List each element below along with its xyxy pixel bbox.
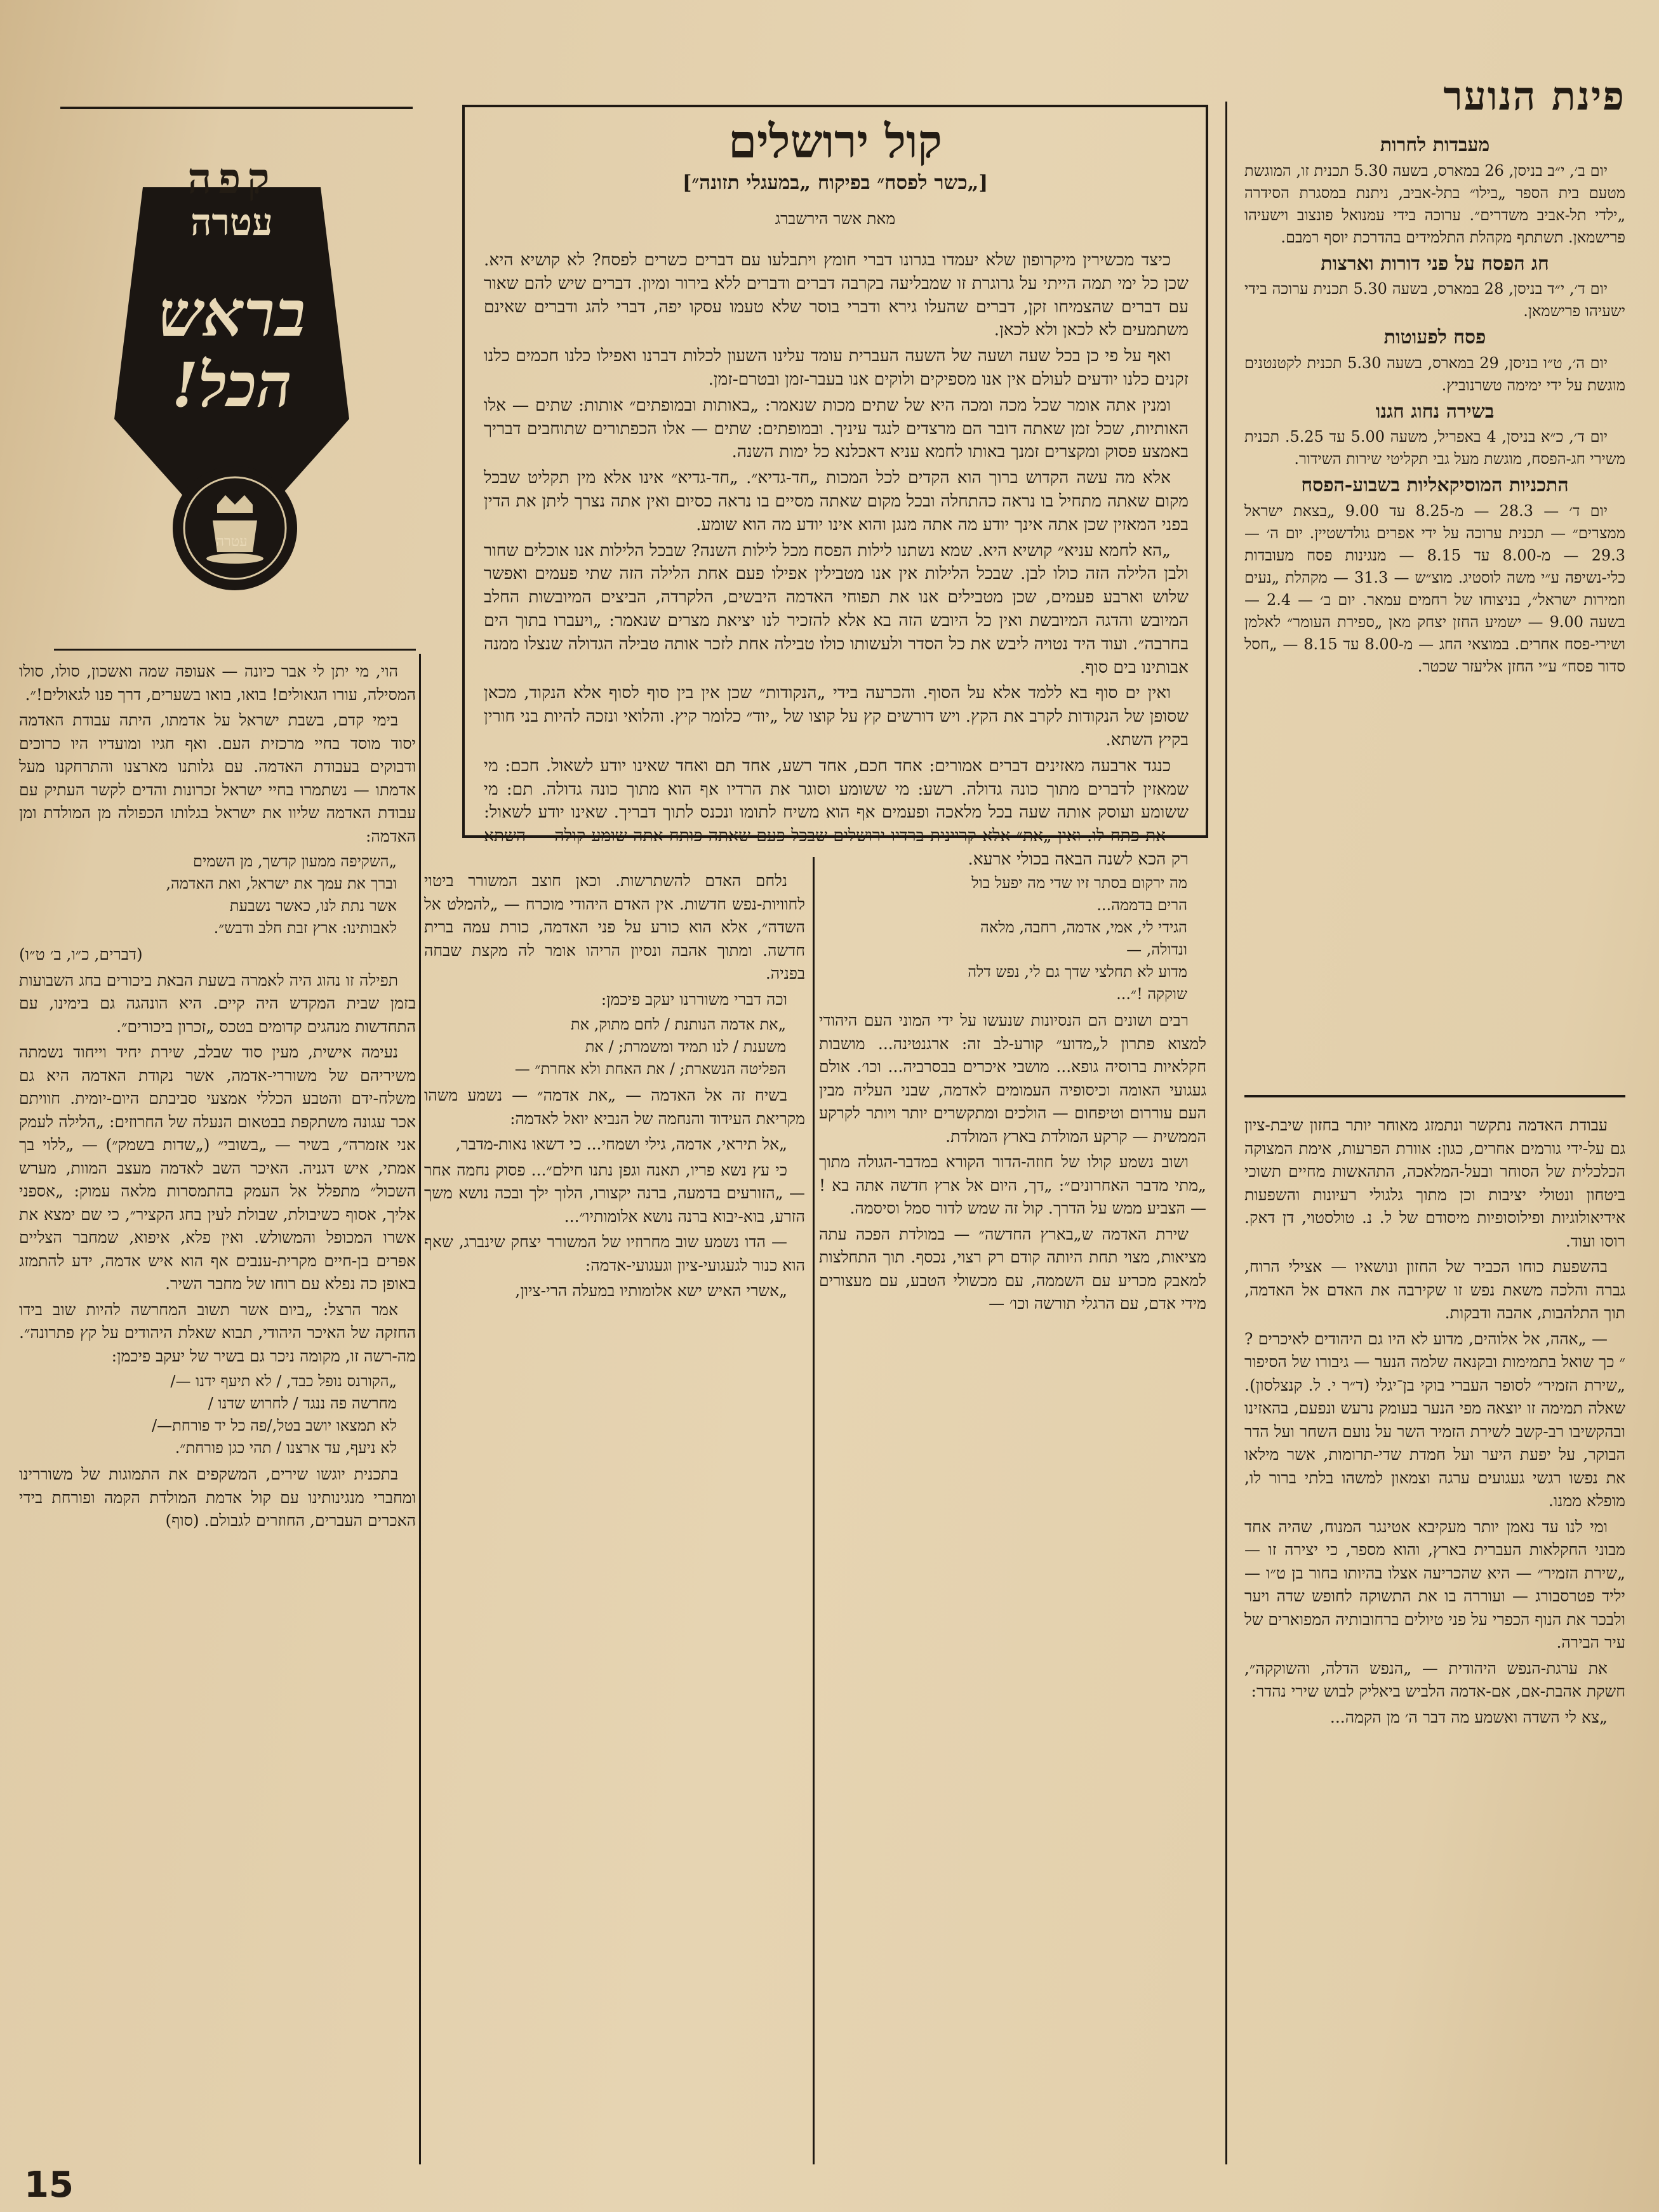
bottom-middle-left-column: [424, 870, 805, 1306]
box-paragraph: אלא מה עשה הקדוש ברוך הוא הקדים לכל המכות „חד-גדיא״. „חד-גדיא״ אינו אלא מין תקליט שבכל מקום שאתה מתחיל בו נראה כהתחלה ובכל מקום שאתה מסיים בו נראה כסיום ואין אתה נצרך ליתן את הדין בפני המאזין שכן אתה אינך יודע מה אתה מנגן והוא אינו יודע מה הוא שומע.: [484, 468, 1189, 534]
quoted-verse: [19, 851, 416, 939]
article-paragraph: וכה דברי משוררנו יעקב פיכמן:: [601, 990, 787, 1009]
verse-line: לא ניעף, עד ארצנו / תהי כגן פורחת״.: [175, 1439, 397, 1457]
verse-line: ונדולה, —: [1126, 941, 1187, 958]
article-paragraph: — „אהה, אל אלוהים, מדוע לא היו גם היהודים לאיכרים ?״ כך שואל בתמימות ובקנאה שלמה הנער — גיבורו של הסיפור „שירת הזמיר״ לסופר העברי בוקי בן־יגלי (ד״ר י. ל. קנצלסון). שאלה תמימה זו יוצאה מפי הנער בעומק נרעש ונפעם, בהאזינו ובהקשיבו רב-קשב לשירת הזמיר השר על נועם השחר ועל הדר הבוקר, על יפעת היער ועל חמדת שדי-תרומות, אשר מילאו את נפשו רגשי געגועים ערגה וצמאון למשהו בלתי ברור לו, מופלא ממנו.: [1244, 1329, 1625, 1510]
box-paragraph: ואף על פי כן בכל שעה ושעה של השעה העברית עומד עלינו השעון לכלות דברנו ואפילו כלנו חכמים כלנו זקנים כלנו יודעים לעולם אין אנו מספיקים ולוקים אנו בעבר-זמן ובטרם-זמן.: [484, 346, 1189, 389]
column-divider: [813, 857, 815, 2164]
verse-line: „את אדמה הנותנת / לחם מתוק, את: [570, 1016, 786, 1033]
article-paragraph: ומי לנו עד נאמן יותר מעקיבא אטינגר המנוח, שהיה אחד מבוני החקלאות העברית בארץ, והוא מספר, כי יצירה זו — „שירת הזמיר״ — היא שהכריעה אצלו בהיותו בחור בן ט״ו — יליד פטרסבורג — ועוררה בו את התשוקה לחופש שדה ויער ולבכר את הנוף הכפרי על פני טיולים ברחובותיה המפוארים של עיר הבירה.: [1244, 1517, 1625, 1652]
event-text: יום ה׳, ט״ו בניסן, 29 במארס, בשעה 5.30 תכנית לקטנטנים מוגשת על ידי ימימה טשרנוביץ.: [1244, 354, 1625, 394]
bottom-middle-column: [819, 870, 1206, 1318]
verse-line: הפליטה הנשארת; / את האחת ולא אחרת״ —: [514, 1060, 786, 1078]
ad-slogan-line2: הכל!: [171, 349, 292, 421]
article-paragraph: ושוב נשמע קולו של חוזה-הדור הקורא במדבר-הגולה מתוך „מתי מדבר האחרונים״: „דך, היום אל ארץ חדשה אתה בא ! — הצביע ממש על הדרך. קול זה שמש לדור סמל וסיסמה.: [819, 1153, 1206, 1217]
verse-line: „השקיפה ממעון קדשך, מן השמים: [193, 852, 397, 870]
verse-line: מדוע לא תחלצי שדך גם לי, נפש דלה: [968, 963, 1187, 981]
event-text: יום ד׳, י״ד בניסן, 28 במארס, בשעה 5.30 תכנית ערוכה בידי ישעיהו פרישמאן.: [1244, 280, 1625, 320]
box-paragraph: כיצד מכשירין מיקרופון שלא יעמדו בגרונו דברי חומץ ויתבלעו עם דברים כשרים לפסח? לא קושיא היא. שכן כל ימי תמה הייתי על גרוגרת זו שמבליעה בקרבה דברים ודברים ללא בירור ומיון. דברים שיש להם שאור עם דברים שהצמיחו זקן, דברים שהעלו גירא ודברי בוסר שלא טעמו עסקו יפה, דברי להג ודברים שאינם משתמעים לא לכאן ולא לכאן.: [484, 250, 1189, 340]
article-paragraph: אמר הרצל: „ביום אשר תשוב המחרשה להיות שוב בידו החזקה של האיכר היהודי, תבוא שאלת היהודים על קץ פתרונה״. מה-רשה זו, מקומה ניכר גם בשיר של יעקב פיכמן:: [19, 1300, 416, 1365]
event-title: בשירה נחוג חגנו: [1375, 400, 1495, 423]
verse-line: וברך את עמך את ישראל, ואת האדמה,: [166, 875, 397, 892]
verse-line: הרים בדממה...: [1096, 896, 1187, 914]
article-paragraph: „צא לי השדה ואשמע מה דבר ה׳ מן הקמה...: [1329, 1707, 1608, 1726]
article-paragraph: בשיח זה אל האדמה — „את אדמה״ — נשמע משהו מקריאת העידוד והנחמה של הנביא יואל לאדמה:: [424, 1086, 805, 1128]
box-paragraph: כנגד ארבעה מאזינים דברים אמורים: אחד חכם, אחד רשע, אחד תם ואחד שאינו יודע לשאול. חכם: מי שמאזין לדברים מתוך כונה גדולה. רשע: מי ששומע וסוגר את הרדיו אף הוא מתוך כונה גדולה. תם: מי ששומע ועוסק אותה שעה בכל מלאכה ופעמים אף הוא משיח לתומו ונכנס לתוך דבריך. שאינו יודע לשאול: — את פתח לו. ואין „את״ אלא קריינית ברדיו ירושלים שבכל פעם שאתה פותח אתה שומע קולה — השתא רק הכא לשנה הבאה בכולי ארעא.: [484, 755, 1189, 869]
ad-bottom-rule: [54, 649, 416, 651]
youth-corner-column: [1244, 130, 1625, 680]
verse-line: שוקקה !״...: [1116, 985, 1187, 1003]
top-left-rule: [60, 107, 413, 109]
article-paragraph: רבים ושונים הם הנסיונות שנעשו על ידי המוני העם היהודי למצוא פתרון ל„מדוע״ קורע-לב זה: ארגנטינה... מושבות חקלאיות ברוסיה גופא... מושבי איכרים בבסרביה... וכו׳. אולם געגועי האומה וכיסופיה העמומים לאדמה, שבני העליה מבין העם עוררום וטיפחום — הולכים ומתקשרים יותר ויותר לקרקע הממשית — קרקע המולדת בארץ המולדת.: [819, 1011, 1206, 1146]
article-paragraph: תפילה זו נהוג היה לאמרה בשעת הבאת ביכורים בחג השבועות בזמן שבית המקדש היה קיים. היא הונהגה גם בימינו, עם התחדשות מנהגים קדומים בטכס „זכרון ביכורים״.: [19, 970, 416, 1036]
article-paragraph: כי עץ נשא פריו, תאנה וגפן נתנו חילם״... פסוק נחמה אחר — „הזורעים בדמעה, ברנה יקצורו, הלוך ילך ובכה נושא משך הזרע, בוא-יבוא ברנה נושא אלומותיו״...: [424, 1160, 805, 1226]
article-paragraph: בימי קדם, בשבת ישראל על אדמתו, היתה עבודת האדמה יסוד מוסד בחיי מרכזית העם. ואף חגיו ומועדיו היו כרוכים ודבוקים בעבודת האדמה. עם גלותנו מארצנו והתרחקנו מעל אדמתו — נשתמרו בחיי ישראל זכרונות והדים לקשר העתיק עם עבודת האדמה שליוו את ישראל בגלותו הכפולה מן המולדת ומן האדמה:: [19, 711, 416, 845]
article-paragraph: עבודת האדמה נתקשר ונתמזג מאוחר יותר בחזון שיבת-ציון גם על-ידי גורמים אחרים, כגון: אוורת הפרעות, אימת המצוקה הכלכלית של הסוחר ובעל-המלאכה, התהאשות מחיים תשוכי ביטחון ונטולי יציבות וכן מתוך גלגולי רעיונות והשפעות אידיאולוגיות ופילוסופיות מיסודם של ל. נ. טולסטוי, דן דאק. רוסו ועוד.: [1244, 1116, 1625, 1250]
right-column-divider: [1244, 1095, 1625, 1097]
ad-brand-line1: קפה: [187, 154, 276, 203]
box-subtitle: [„כשר לפסח״ בפיקוח „במעגלי תזונה״]: [682, 171, 989, 194]
article-paragraph: נלחם האדם להשתרשות. וכאן חוצב המשורר ביטוי לחוויות-נפש חדשות. אין האדם היהודי מוכרח — „להמלט אל השדה״, אלא הוא כורע על פני האדמה, כורת עמה ברית חדשה. ומתוך אהבה ונסיון הריהו אומר לה מקצת שבחה בפניה.: [424, 871, 805, 983]
article-paragraph: „אשרי האיש ישא אלומותיו במעלה הרי-ציון,: [515, 1282, 787, 1300]
article-paragraph: „אל תיראי, אדמה, גילי ושמחי... כי דשאו נאות-מדבר,: [455, 1135, 787, 1153]
article-paragraph: את ערגת-הנפש היהודית — „הנפש הדלה, והשוקקה״, חשקת אהבת-אם, אם-אדמה הלביש ביאליק לבוש שירי נהדר:: [1244, 1659, 1625, 1700]
verse-line: לא תמצאו יושב בטל,/פה כל יד פורחת—/: [152, 1417, 397, 1434]
left-article-column: [19, 660, 416, 1535]
ad-logo-label: עטרה: [216, 534, 248, 550]
article-paragraph: שירת האדמה ש„בארץ החדשה״ — במולדת הפכה עתה מציאות, מצוי תחת היותה קודם רק רצוי, נכסף. תוך התחלצות למאבק מכריע עם השממה, עם מכשולי הטבע, עם מעצורים מידי אדם, עם הרגלי תורשה וכו׳ —: [819, 1224, 1206, 1313]
box-paragraph: „הא לחמא עניא״ קושיא היא. שמא נשתנו לילות הפסח מכל לילות השנה? שבכל הלילות אנו אוכלים שחור ולבן הלילה הזה כולו לבן. שבכל הלילות אין אנו מטבילין אפילו פעם אחת הלילה הזה שתי פעמים ואפשר שלוש וארבע פעמים, שכן מטבילים אנו את תפוחי האדמה היבשים, הלקרדה, הביצים המיובשות החלב המיובש והדגה המיובשת ואין כל היובש הזה בא אלא להזכיר לנו יציאת מצרים שנאמר: „ויעברו בתוך הים בחרבה״. ועוד היד נטויה ליבש את כל הסדר ולעשותו כולו טבילה אחת לזכר אותה טבילה הגדולה שנצלו ממנה אבותינו בים סוף.: [484, 540, 1189, 677]
event-text: יום ד׳ — 28.3 — מ-8.25 עד 9.00 „בצאת ישראל ממצרים״ — תכנית ערוכה על ידי אפרים גולדשטיין. יום ה׳ — 29.3 — מ-8.00 עד 8.15 — מנגינות פסח מעובדות כלי-נשיפה ע״י משה לוסטיג. מוצ״ש — 31.3 — מקהלת „נעים וזמירות ישראל״, בניצוחו של רחמים עמאר. יום ב׳ — 2.4 — בשעה 9.00 — ישמיע החזן יצחק מאן „ספירת העומר״ לאלמן ושירי-פסח אחרים. במוצאי החג — מ-8.00 עד 8.15 — „חסל סדור פסח״ ע״י החזן אליעזר שכטר.: [1244, 501, 1626, 675]
ad-brand-line2: עטרה: [190, 201, 273, 244]
article-paragraph: — הדו נשמע שוב מחרוזיו של המשורר יצחק שינברג, שאף הוא כנור לגעגועי-ציון וגעגועי-אדמה:: [424, 1233, 805, 1275]
quoted-verse: [19, 1370, 416, 1459]
box-paragraph: ומנין אתה אומר שכל מכה ומכה היא של שתים מכות שנאמר: „באותות ובמופתים״ אותות: שתים — אלו האותיות, שכל זמן שאתה דובר הם מרצדים לנגד עיניך. ובמופתים: שתים — אלו הכפתורים שתוחבים דבריך באמצע פסוק ומקצרים זמנך באותו לחמא עניא דאכלנא כל ימות השנה.: [484, 395, 1189, 462]
ad-slogan-line1: בראש: [157, 276, 306, 351]
verse-line: מחרשה פה ננגד / לחרוש שדנו /: [208, 1394, 397, 1412]
article-paragraph: הוי, מי יתן לי אבר כיונה — אעופה שמה ואשכון, סולו, סולו המסילה, עורו הגאולים! בואו, בואו בשערים, דרך פנו לגאולים!״.: [19, 662, 416, 704]
verse-line: אשר נתת לנו, כאשר נשבעת: [229, 897, 397, 915]
verse-line: הגידי לי, אמי, אדמה, רחבה, מלאה: [980, 918, 1187, 936]
article-paragraph: נעימה אישית, מעין סוד שבלב, שירת יחיד וייחוד נשמתה משיריהם של משוררי-אדמה, אשר נקודת האדמה היא גם משלח-ידם והטבע הכללי אמצעי סביבתם היום-יומית. חוויתם אכר עגונה משתקפת בבטאום הנעלה של החרוזים: „הלילה לעמק אני אזמרה״, בשיר — „בשובי״ („שדות בשמק״) — „ללוי בך אמתי, איש דגניה. האיכר השב לאדמה מעצב המוות, מערש השכול״ מתפלל אל העמק בהתמסרות מלאה עמוק: „אספני אליך, אסוף כשיבולת, שבולת לעין בחג הקציר״, כי שם ימצא את אשרו המכופל והמשולש. ואין פלא, איפוא, שמחבר הצליים אפרים בן-חיים מקרית-ענבים אף הוא איש אדמה, ידע להתמזג באופן כה נפלא עם רוחו של מחבר השיר.: [19, 1043, 416, 1293]
verse-line: לאבותינו: ארץ זבת חלב ודבש״.: [213, 919, 397, 937]
event-text: יום ד׳, כ״א בניסן, 4 באפריל, משעה 5.00 עד 5.25. תכנית משירי חג-הפסח, מוגשת מעל גבי תקליטי שירות השידור.: [1244, 428, 1625, 468]
event-title: מעבדות לחרות: [1380, 134, 1490, 156]
column-divider: [1225, 102, 1227, 2164]
article-paragraph: בתכנית יוגשו שירים, המשקפים את התמוגות של משוררינו ומחברי מנגינותינו עם קול אדמת המולדת הקמה ופורחת בידי האכרים העברים, החוזרים לגבולם. (סוף): [19, 1465, 416, 1530]
box-paragraph: ואין ים סוף בא ללמד אלא על הסוף. והכרעה בידי „הנקודות״ שכן אין בין סוף לסוף אלא הנקוד, מכאן שסופן של הנקודות לקרב את הקץ. ויש דורשים קץ על קוצו של „יוד״ כלומר קיץ. והלואי ונזכה להיות בני חורין בקיץ השתא.: [484, 683, 1189, 750]
coffee-advertisement: [83, 114, 381, 597]
verse-line: מה ירקום בסתר זיו שדי מה יפעל בול: [971, 874, 1187, 892]
bottom-right-column: [1244, 1114, 1625, 1732]
verse-source: (דברים, כ״ו, ב׳ ט״ו): [19, 945, 143, 964]
event-text: יום ב׳, י״ב בניסן, 26 במארס, בשעה 5.30 תכנית זו, המוגשת מטעם בית הספר „בילו״ בתל-אביב, ניתנת במסגרת הסידרה „ילדי תל-אביב משדרים״. ערוכה בידי עמנואל פונצוב וישעיהו פרישמאן. תשתתף מקהלת התלמידים בהדרכת יוסף רמבם.: [1244, 161, 1625, 246]
box-body: [484, 249, 1189, 874]
event-title: פסח לפעוטות: [1383, 326, 1486, 348]
verse-line: משענת / לנו תמיד ומשמרת; / את: [585, 1038, 786, 1056]
quoted-verse: [819, 872, 1206, 1005]
article-paragraph: בהשפעת כוחו הכביר של החזון ונושאיו — אצילי הרוח, גברה והלכה משאת נפש זו שקירבה את האדם אל האדמה, תוך התלהבות, אהבה ודבקות.: [1244, 1257, 1625, 1322]
quoted-verse: [424, 1014, 805, 1080]
box-author: מאת אשר הירשברג: [775, 209, 896, 228]
section-title: פינת הנוער: [1443, 73, 1625, 119]
event-title: חג הפסח על פני דורות וארצות: [1321, 252, 1549, 275]
verse-line: „הקורנס נופל כבד, / לא תיעף ידנו —/: [170, 1372, 397, 1390]
box-title: קול ירושלים: [728, 114, 942, 168]
page-number: 15: [24, 2164, 74, 2206]
column-divider: [419, 654, 421, 2164]
event-title: התכניות המוסיקאליות בשבוע-הפסח: [1301, 474, 1569, 496]
